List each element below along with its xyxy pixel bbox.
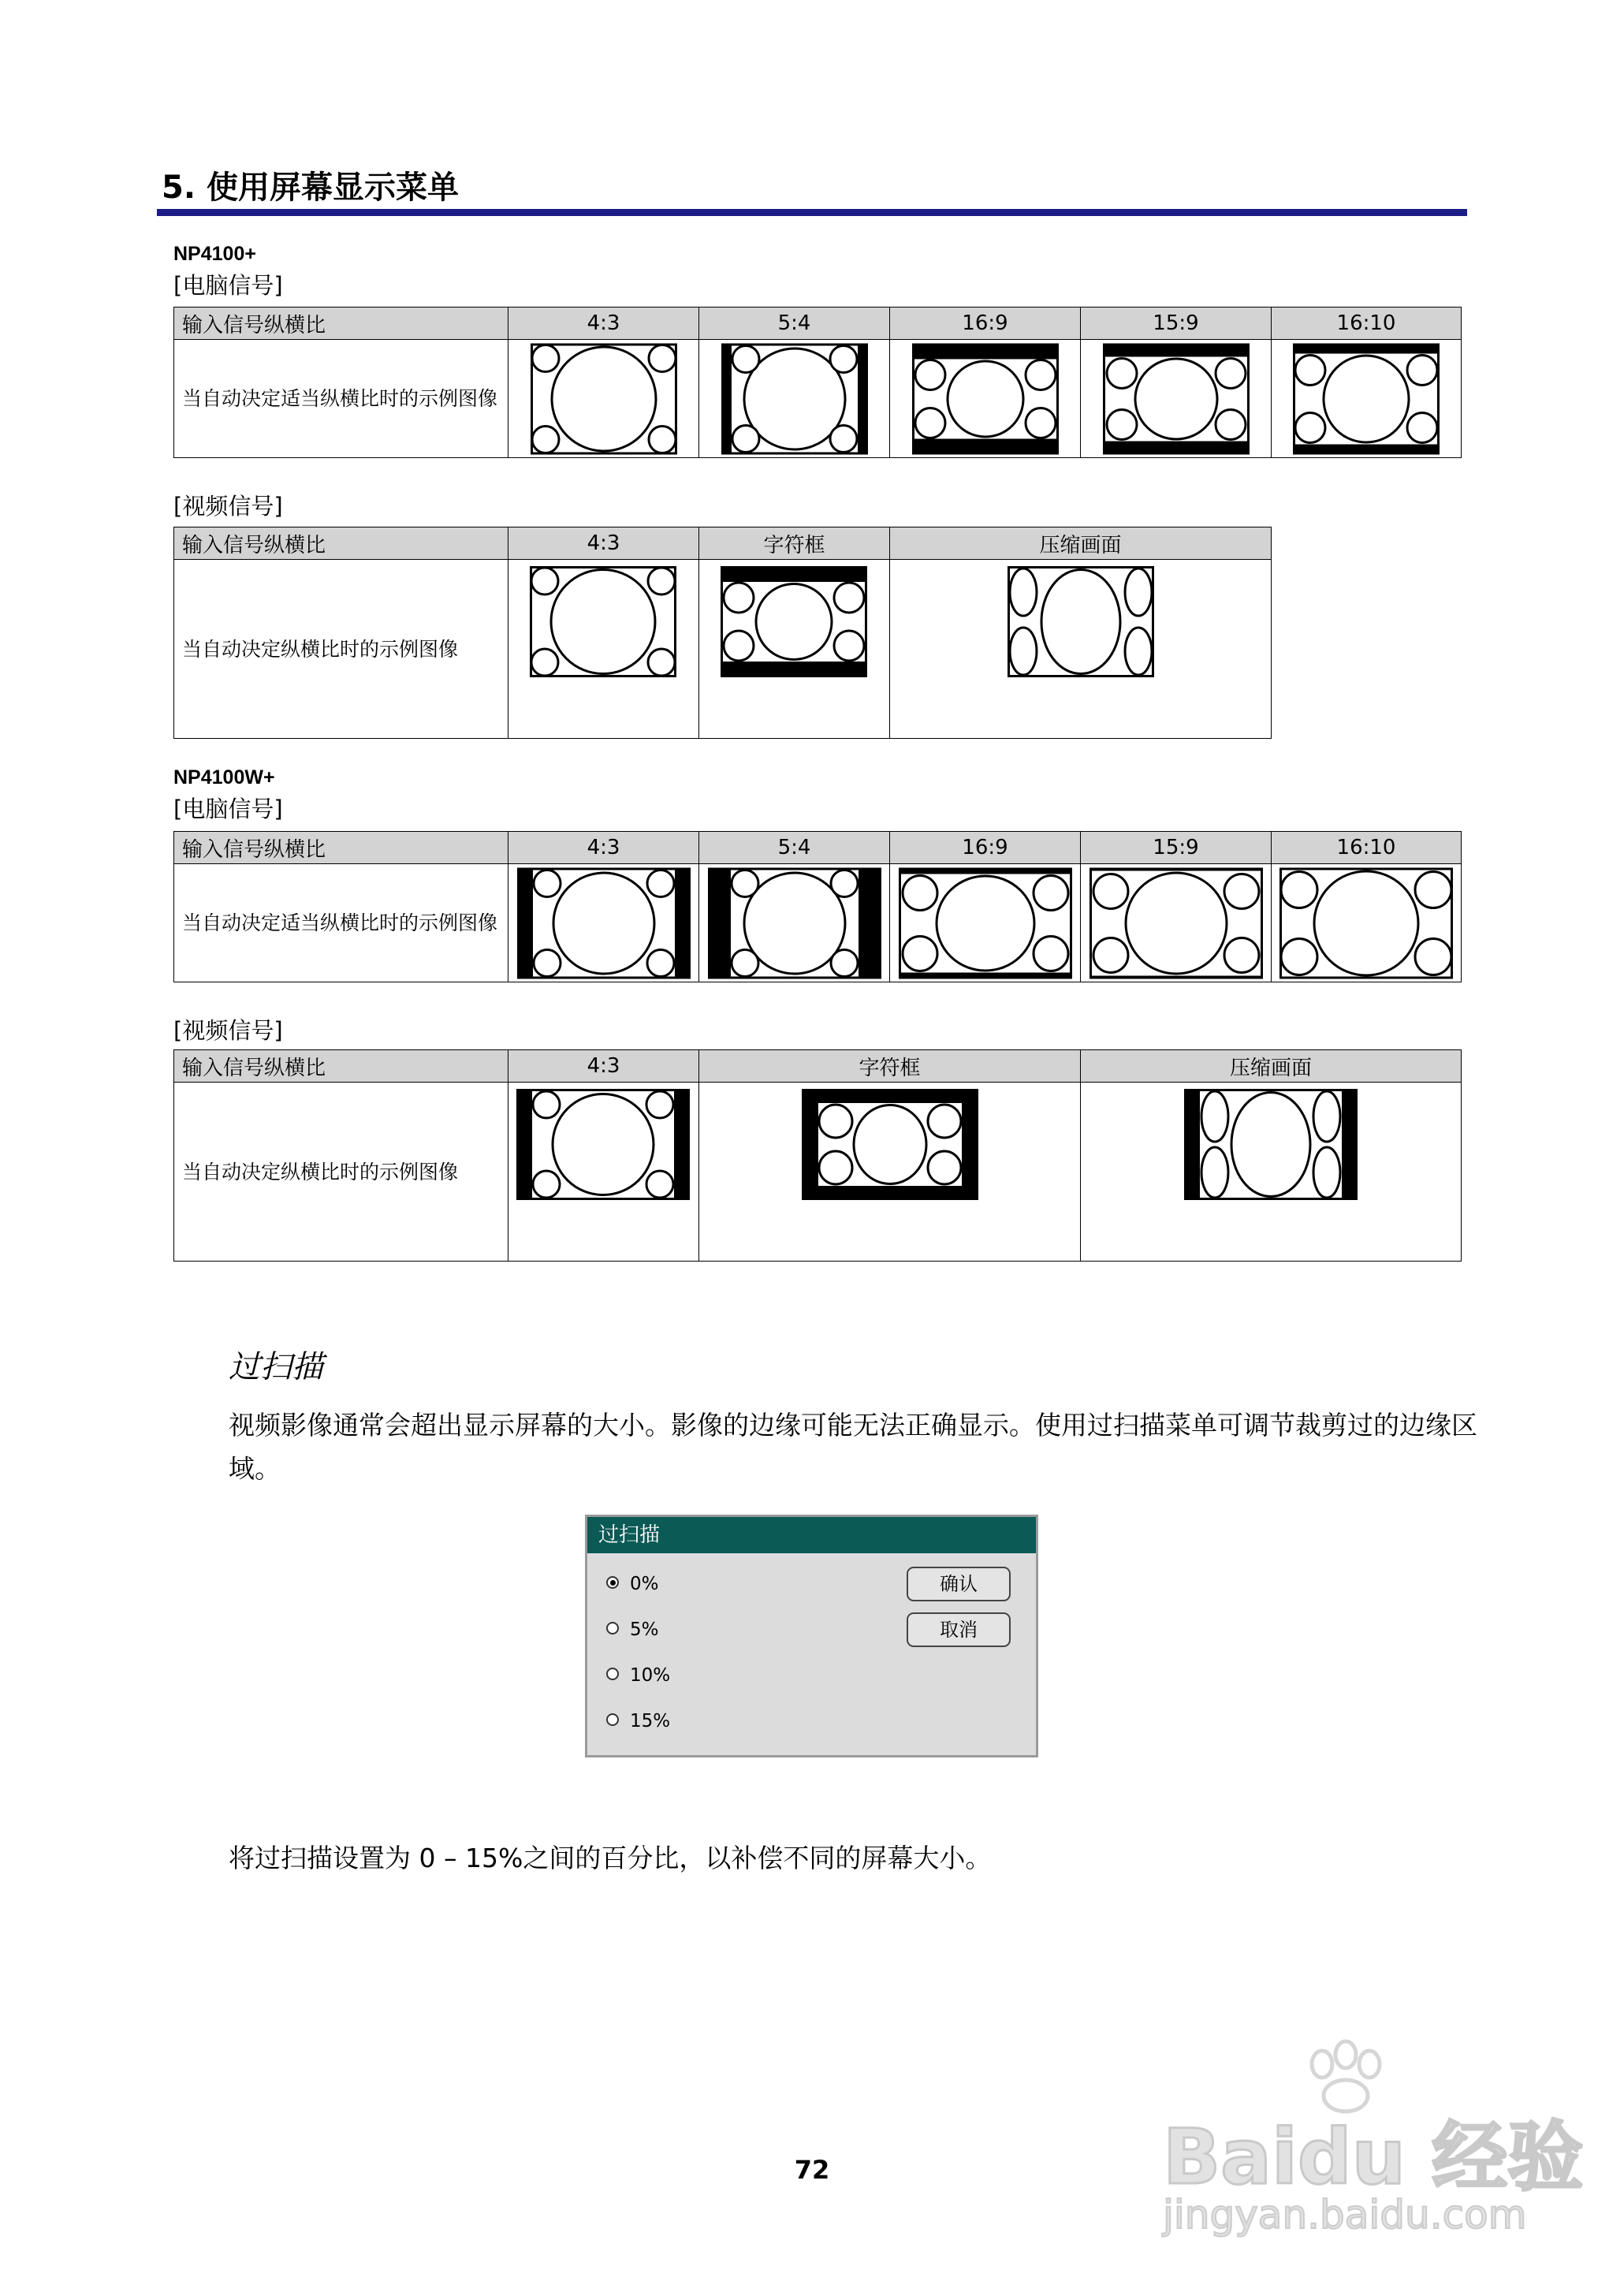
aspect-table-np4100w-video bbox=[173, 1049, 1462, 1262]
model-label-np4100: NP4100+ bbox=[173, 243, 256, 265]
header-rule bbox=[157, 209, 1467, 216]
watermark-brand: Baidu 经验 bbox=[1163, 2113, 1584, 2201]
section-title: 5. 使用屏幕显示菜单 bbox=[162, 170, 459, 206]
video-4-3-example-image bbox=[530, 566, 676, 677]
option-label: 0% bbox=[630, 1574, 659, 1594]
aspect-16-9-example-image bbox=[912, 343, 1059, 454]
column-header: 15:9 bbox=[1081, 308, 1272, 340]
aspect-15-9-example-image bbox=[1103, 343, 1250, 454]
radio-selected-icon[interactable] bbox=[606, 1576, 619, 1589]
aspect-5-4-example-image bbox=[721, 343, 868, 454]
column-header: 5:4 bbox=[699, 308, 890, 340]
ok-button[interactable]: 确认 bbox=[907, 1567, 1011, 1601]
row-label: 当自动决定适当纵横比时的示例图像 bbox=[174, 340, 508, 458]
wide-aspect-16-9-example-image bbox=[899, 867, 1072, 978]
video-squeeze-example-image bbox=[1008, 566, 1154, 677]
group-label-video-2: [视频信号] bbox=[173, 1017, 283, 1044]
row-label: 当自动决定纵横比时的示例图像 bbox=[174, 560, 508, 739]
row-label: 当自动决定纵横比时的示例图像 bbox=[174, 1083, 508, 1262]
watermark-url: jingyan.baidu.com bbox=[1163, 2192, 1527, 2238]
aspect-4-3-example-image bbox=[531, 343, 677, 454]
column-header: 16:9 bbox=[890, 308, 1081, 340]
video-letterbox-example-image bbox=[721, 566, 867, 677]
overscan-heading: 过扫描 bbox=[229, 1349, 323, 1385]
option-label: 15% bbox=[630, 1711, 671, 1731]
wide-aspect-16-10-example-image bbox=[1279, 867, 1453, 978]
overscan-note: 将过扫描设置为 0 – 15%之间的百分比，以补偿不同的屏幕大小。 bbox=[229, 1843, 992, 1873]
group-label-pc-1: [电脑信号] bbox=[173, 272, 283, 299]
baidu-watermark bbox=[1139, 2034, 1584, 2250]
wide-aspect-15-9-example-image bbox=[1089, 867, 1263, 978]
aspect-table-np4100-pc bbox=[173, 307, 1462, 458]
radio-icon[interactable] bbox=[606, 1668, 619, 1680]
column-header: 4:3 bbox=[508, 527, 699, 560]
cancel-button[interactable]: 取消 bbox=[907, 1612, 1011, 1647]
radio-icon[interactable] bbox=[606, 1713, 619, 1726]
aspect-table-np4100-video bbox=[173, 527, 1272, 739]
overscan-description: 视频影像通常会超出显示屏幕的大小。影像的边缘可能无法正确显示。使用过扫描菜单可调节裁剪过的边缘区域。 bbox=[229, 1410, 1477, 1484]
column-header: 压缩画面 bbox=[890, 527, 1272, 560]
option-label: 10% bbox=[630, 1665, 671, 1686]
corner-label: 输入信号纵横比 bbox=[174, 1050, 508, 1083]
column-header: 压缩画面 bbox=[1081, 1050, 1462, 1083]
dialog-title: 过扫描 bbox=[587, 1517, 1036, 1553]
corner-label: 输入信号纵横比 bbox=[174, 527, 508, 560]
wide-aspect-4-3-example-image bbox=[517, 867, 691, 978]
column-header: 5:4 bbox=[699, 832, 890, 864]
column-header: 16:9 bbox=[890, 832, 1081, 864]
aspect-table-np4100w-pc bbox=[173, 831, 1462, 982]
model-label-np4100w: NP4100W+ bbox=[173, 766, 275, 788]
radio-icon[interactable] bbox=[606, 1622, 619, 1634]
column-header: 字符框 bbox=[699, 1050, 1081, 1083]
aspect-16-10-example-image bbox=[1293, 343, 1440, 454]
wide-video-squeeze-example-image bbox=[1184, 1089, 1358, 1200]
group-label-pc-2: [电脑信号] bbox=[173, 796, 283, 822]
corner-label: 输入信号纵横比 bbox=[174, 308, 508, 340]
page-number: 72 bbox=[794, 2155, 830, 2185]
column-header: 4:3 bbox=[508, 832, 699, 864]
wide-video-4-3-example-image bbox=[516, 1089, 690, 1200]
column-header: 16:10 bbox=[1272, 832, 1462, 864]
corner-label: 输入信号纵横比 bbox=[174, 832, 508, 864]
column-header: 15:9 bbox=[1081, 832, 1272, 864]
option-label: 5% bbox=[630, 1620, 659, 1640]
overscan-dialog bbox=[585, 1515, 1038, 1757]
column-header: 4:3 bbox=[508, 308, 699, 340]
wide-video-letterbox-example-image bbox=[802, 1089, 978, 1200]
wide-aspect-5-4-example-image bbox=[708, 867, 881, 978]
column-header: 字符框 bbox=[699, 527, 890, 560]
row-label: 当自动决定适当纵横比时的示例图像 bbox=[174, 864, 508, 982]
group-label-video-1: [视频信号] bbox=[173, 493, 283, 520]
column-header: 16:10 bbox=[1272, 308, 1462, 340]
column-header: 4:3 bbox=[508, 1050, 699, 1083]
